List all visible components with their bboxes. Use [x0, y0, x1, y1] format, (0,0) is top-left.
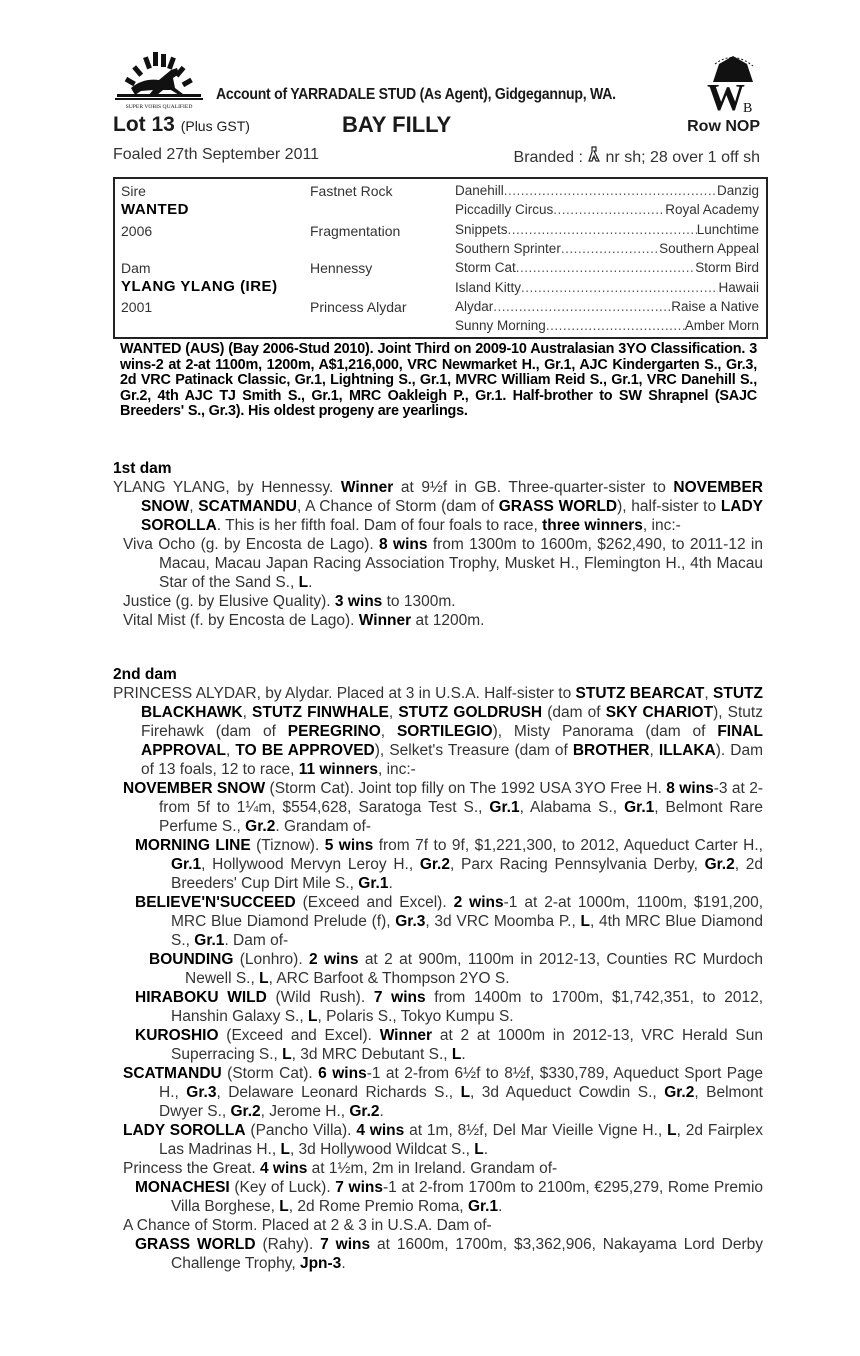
text-run: , Polaris S., Tokyo Kumpu S.: [317, 1008, 514, 1025]
text-run: ,: [649, 742, 659, 759]
family-entry: [113, 1216, 763, 1235]
text-run: -1 at 2-from 6½f to 8½f, $330,789, Aqueduct Sport Page H.,: [159, 1065, 763, 1101]
dam-sire: Hennessy: [310, 260, 373, 276]
bold-run: SCATMANDU: [198, 498, 297, 515]
text-run: . This is her fifth foal. Dam of four foals to race,: [216, 517, 543, 534]
bold-run: L: [259, 970, 269, 987]
text-run: , 2d Rome Premio Roma,: [288, 1198, 468, 1215]
foaled-date: Foaled 27th September 2011: [113, 146, 320, 163]
sire-dam: Fragmentation: [310, 223, 401, 239]
bold-run: Gr.2: [230, 1103, 261, 1120]
grandsire-line: Danehill ..... Danzig: [455, 183, 759, 198]
text-run: , 3d Hollywood Wildcat S.,: [289, 1141, 475, 1158]
text-run: (Pancho Villa).: [245, 1122, 357, 1139]
text-run: (Key of Luck).: [229, 1179, 336, 1196]
dam-year: 2001: [121, 299, 153, 315]
text-run: Princess the Great.: [123, 1160, 260, 1177]
dam-label: Dam: [121, 260, 151, 276]
bold-run: L: [280, 1141, 290, 1158]
text-run: Vital Mist (f. by Encosta de Lago).: [123, 612, 359, 629]
first-dam-progeny: [113, 535, 763, 630]
family-entry: [113, 1159, 763, 1178]
text-run: at 9½f in GB. Three-quarter-sister to: [393, 479, 674, 496]
bold-run: SKY CHARIOT: [605, 704, 714, 721]
text-run: ), Selket's Treasure (dam of: [374, 742, 573, 759]
bold-run: LADY SOROLLA: [123, 1122, 246, 1139]
pedigree-box: [113, 177, 768, 339]
grandsire-line: Southern Sprinter ..... Southern Appeal: [455, 241, 759, 256]
bold-run: 4 wins: [259, 1160, 308, 1177]
bold-run: STUTZ FINWHALE: [252, 704, 389, 721]
bold-run: Gr.3: [186, 1084, 217, 1101]
bold-run: 4 wins: [356, 1122, 405, 1139]
text-run: , Jerome H.,: [260, 1103, 350, 1120]
bold-run: SORTILEGIO: [396, 723, 493, 740]
branded-info: [514, 146, 760, 167]
bold-run: Winner: [340, 479, 394, 496]
text-run: at 2 at 900m, 1100m in 2012-13, Counties RC Murdoch Newell S.,: [185, 951, 763, 987]
text-run: .: [483, 1141, 489, 1158]
text-run: -1 at 2-from 1700m to 2100m, €295,279, Rome Premio Villa Borghese,: [171, 1179, 764, 1215]
text-run: (Exceed and Excel).: [295, 894, 454, 911]
bold-run: L: [282, 1046, 292, 1063]
lot-number: [113, 113, 250, 137]
svg-text:B: B: [743, 101, 753, 116]
text-run: Justice (g. by Elusive Quality).: [123, 593, 335, 610]
grandsire-line: Storm Cat ..... Storm Bird: [455, 260, 759, 275]
text-run: (Wild Rush).: [266, 989, 374, 1006]
bold-run: MORNING LINE: [135, 837, 251, 854]
first-dam-heading: 1st dam: [113, 460, 172, 477]
bold-run: 3 wins: [334, 593, 383, 610]
family-entry: [113, 1235, 763, 1273]
bold-run: PEREGRINO: [287, 723, 381, 740]
text-run: , 4th MRC Blue Diamond S.,: [171, 913, 764, 949]
bold-run: NOVEMBER SNOW: [141, 479, 763, 515]
text-run: (Exceed and Excel).: [218, 1027, 380, 1044]
text-run: .: [379, 1103, 384, 1120]
lot-gst-note: (Plus GST): [180, 118, 250, 134]
bold-run: 7 wins: [373, 989, 426, 1006]
text-run: Viva Ocho (g. by Encosta de Lago).: [123, 536, 380, 553]
bold-run: MONACHESI: [135, 1179, 230, 1196]
text-run: from 1300m to 1600m, $262,490, to 2011-12 in Macau, Macau Japan Racing Association Trophy, Musket H., Flemington H., 4th Macau Star of the Sand S.,: [159, 536, 763, 591]
text-run: ), Stutz Firehawk (dam of: [141, 704, 763, 740]
horse-sunburst-icon: [113, 48, 205, 110]
text-run: , 2d Breeders' Cup Dirt Mile S.,: [171, 856, 763, 892]
grandsire-line: Snippets ..... Lunchtime: [455, 222, 759, 237]
text-run: A Chance of Storm. Placed at 2 & 3 in U.S.A. Dam of-: [123, 1217, 492, 1234]
text-run: ). Dam of 13 foals, 12 to race,: [141, 742, 764, 778]
bold-run: Gr.2: [664, 1084, 695, 1101]
family-entry: [113, 684, 763, 779]
text-run: , Belmont Rare Perfume S.,: [159, 799, 763, 835]
text-run: , inc:-: [642, 517, 681, 534]
bold-run: Gr.1: [624, 799, 655, 816]
text-run: , ARC Barfoot & Thompson 2YO S.: [268, 970, 510, 987]
bold-run: L: [474, 1141, 484, 1158]
bold-run: L: [667, 1122, 677, 1139]
text-run: -3 at 2-from 5f to 1¼m, $554,628, Saratoga Test S.,: [159, 780, 763, 816]
family-entry: [113, 893, 763, 950]
bold-run: FINAL APPROVAL: [141, 723, 763, 759]
bold-run: GRASS WORLD: [498, 498, 618, 515]
brand-mark-icon: [587, 149, 605, 166]
text-run: ), half-sister to: [617, 498, 721, 515]
text-run: to 1300m.: [382, 593, 456, 610]
text-run: , 3d VRC Moomba P.,: [425, 913, 581, 930]
family-entry: [113, 988, 763, 1026]
text-run: ,: [225, 742, 236, 759]
bold-run: Jpn-3: [299, 1255, 342, 1272]
bold-run: L: [451, 1046, 462, 1063]
text-run: , 3d Aqueduct Cowdin S.,: [470, 1084, 665, 1101]
grandsire-line: Sunny Morning ..... Amber Morn: [455, 318, 759, 333]
text-run: from 1400m to 1700m, $1,742,351, to 2012, Hanshin Galaxy S.,: [171, 989, 763, 1025]
text-run: , Parx Racing Pennsylvania Derby,: [450, 856, 705, 873]
bold-run: 8 wins: [666, 780, 714, 797]
text-run: .: [388, 875, 393, 892]
bold-run: TO BE APPROVED: [235, 742, 375, 759]
bold-run: three winners: [542, 517, 643, 534]
text-run: .: [308, 574, 313, 591]
svg-text:SUPER VOBIS QUALIFIED: SUPER VOBIS QUALIFIED: [125, 104, 193, 110]
vendor-account: Account of YARRADALE STUD (As Agent), Gidgegannup, WA.: [216, 86, 616, 103]
family-entry: [113, 779, 763, 836]
branded-prefix: Branded :: [513, 149, 583, 166]
text-run: .: [341, 1255, 346, 1272]
bold-run: Gr.1: [467, 1198, 499, 1215]
text-run: at 2 at 1000m in 2012-13, VRC Herald Sun Superracing S.,: [171, 1027, 763, 1063]
branded-suffix: nr sh; 28 over 1 off sh: [605, 149, 760, 166]
dam-dam: Princess Alydar: [310, 299, 407, 315]
horse-description: BAY FILLY: [342, 112, 452, 137]
bold-run: Gr.2: [419, 856, 450, 873]
text-run: , 2d Fairplex Las Madrinas H.,: [159, 1122, 763, 1158]
family-entry: [113, 1178, 763, 1216]
family-entry: [113, 1026, 763, 1064]
text-run: . Dam of-: [224, 932, 289, 949]
bold-run: 11 winners: [298, 761, 378, 778]
bold-run: KUROSHIO: [135, 1027, 219, 1044]
text-run: at 1m, 8½f, Del Mar Vieille Vigne H.,: [404, 1122, 668, 1139]
first-dam-intro: [113, 478, 763, 535]
sire-year: 2006: [121, 223, 153, 239]
bold-run: 7 wins: [335, 1179, 384, 1196]
bold-run: 6 wins: [318, 1065, 367, 1082]
text-run: , Alabama S.,: [519, 799, 625, 816]
text-run: (Lonhro).: [233, 951, 310, 968]
text-run: at 1½m, 2m in Ireland. Grandam of-: [307, 1160, 558, 1177]
sire-name: WANTED: [121, 201, 189, 218]
text-run: ,: [388, 704, 399, 721]
text-run: at 1600m, 1700m, $3,362,906, Nakayama Lord Derby Challenge Trophy,: [171, 1236, 763, 1272]
bold-run: Gr.1: [358, 875, 389, 892]
progeny-entry: [113, 592, 763, 611]
super-vobis-logo: [113, 48, 205, 110]
bold-run: 8 wins: [379, 536, 428, 553]
text-run: at 1200m.: [411, 612, 485, 629]
text-run: ,: [704, 685, 714, 702]
text-run: (dam of: [542, 704, 606, 721]
text-run: PRINCESS ALYDAR, by Alydar. Placed at 3 in U.S.A. Half-sister to: [113, 685, 576, 702]
bold-run: L: [279, 1198, 289, 1215]
grandsire-line: Alydar ..... Raise a Native: [455, 299, 759, 314]
grandsire-line: Island Kitty ..... Hawaii: [455, 280, 759, 295]
bold-run: 7 wins: [320, 1236, 371, 1253]
text-run: (Tiznow).: [250, 837, 325, 854]
bold-run: L: [307, 1008, 318, 1025]
text-run: , Belmont Dwyer S.,: [159, 1084, 763, 1120]
sire-summary: WANTED (AUS) (Bay 2006-Stud 2010). Joint Third on 2009-10 Australasian 3YO Classification. 3 wins-2 at 2-at 1100m, 1200m, A$1,216,000, VRC Newmarket H., Gr.1, AJC Kindergarten S., Gr.3, 2d VRC Patinack Classic, Gr.1, Lightning S., Gr.1, MVRC William Reid S., Gr.1, VRC Danehill S., Gr.2, 4th AJC TJ Smith S., Gr.1, MRC Oakleigh P., Gr.1. Half-brother to SW Shrapnel (SAJC Breeders' S., Gr.3). His oldest progeny are yearlings.: [120, 341, 757, 419]
text-run: , Delaware Leonard Richards S.,: [216, 1084, 461, 1101]
bold-run: Gr.1: [194, 932, 225, 949]
text-run: from 7f to 9f, $1,221,300, to 2012, Aqueduct Carter H.,: [373, 837, 763, 854]
second-dam-section: [113, 665, 763, 1273]
text-run: , 3d MRC Debutant S.,: [291, 1046, 452, 1063]
text-run: -1 at 2-at 1000m, 1100m, $191,200, MRC Blue Diamond Prelude (f),: [171, 894, 763, 930]
bold-run: Gr.2: [704, 856, 735, 873]
text-run: ,: [380, 723, 397, 740]
bold-run: L: [298, 574, 309, 591]
text-run: (Storm Cat).: [221, 1065, 319, 1082]
second-dam-heading: 2nd dam: [113, 666, 177, 683]
bold-run: Gr.2: [349, 1103, 380, 1120]
bold-run: BOUNDING: [149, 951, 234, 968]
bold-run: BROTHER: [572, 742, 650, 759]
bold-run: BELIEVE'N'SUCCEED: [135, 894, 296, 911]
text-run: ), Misty Panorama (dam of: [492, 723, 718, 740]
first-dam-section: [113, 459, 763, 630]
text-run: (Storm Cat). Joint top filly on The 1992 USA 3YO Free H.: [265, 780, 667, 797]
bold-run: STUTZ GOLDRUSH: [398, 704, 543, 721]
bold-run: GRASS WORLD: [135, 1236, 256, 1253]
family-entry: [113, 1064, 763, 1121]
family-entry: [113, 836, 763, 893]
bold-run: 2 wins: [453, 894, 504, 911]
bold-run: SCATMANDU: [123, 1065, 222, 1082]
bold-run: HIRABOKU WILD: [135, 989, 267, 1006]
bold-run: 2 wins: [309, 951, 359, 968]
sire-label: Sire: [121, 183, 146, 199]
second-dam-entries: [113, 684, 763, 1273]
family-entry: [113, 950, 763, 988]
bold-run: Gr.1: [171, 856, 202, 873]
lot-label: Lot 13: [113, 113, 175, 136]
bold-run: STUTZ BLACKHAWK: [141, 685, 763, 721]
svg-text:W: W: [707, 77, 745, 116]
bold-run: L: [580, 913, 590, 930]
text-run: .: [498, 1198, 503, 1215]
text-run: (Rahy).: [255, 1236, 321, 1253]
text-run: , A Chance of Storm (dam of: [296, 498, 499, 515]
bold-run: ILLAKA: [658, 742, 716, 759]
dam-name: YLANG YLANG (IRE): [121, 278, 278, 295]
text-run: . Grandam of-: [275, 818, 371, 835]
bold-run: Gr.2: [245, 818, 276, 835]
text-run: , Hollywood Mervyn Leroy H.,: [201, 856, 420, 873]
text-run: ,: [189, 498, 199, 515]
bold-run: LADY SOROLLA: [141, 498, 764, 534]
text-run: , inc:-: [377, 761, 416, 778]
text-run: ,: [242, 704, 253, 721]
bold-run: Winner: [379, 1027, 433, 1044]
family-entry: [113, 1121, 763, 1159]
stable-row: Row NOP: [687, 118, 760, 135]
wb-stud-logo: [703, 50, 763, 116]
bold-run: 5 wins: [324, 837, 374, 854]
bold-run: NOVEMBER SNOW: [123, 780, 266, 797]
progeny-entry: [113, 611, 763, 630]
progeny-entry: [113, 535, 763, 592]
bold-run: Winner: [358, 612, 412, 629]
text-run: YLANG YLANG, by Hennessy.: [113, 479, 341, 496]
grandsire-line: Piccadilly Circus ..... Royal Academy: [455, 202, 759, 217]
bold-run: L: [460, 1084, 471, 1101]
bold-run: Gr.1: [489, 799, 520, 816]
bold-run: Gr.3: [395, 913, 426, 930]
barn-wb-icon: [703, 50, 763, 116]
text-run: .: [461, 1046, 466, 1063]
sire-sire: Fastnet Rock: [310, 183, 393, 199]
bold-run: STUTZ BEARCAT: [575, 685, 705, 702]
